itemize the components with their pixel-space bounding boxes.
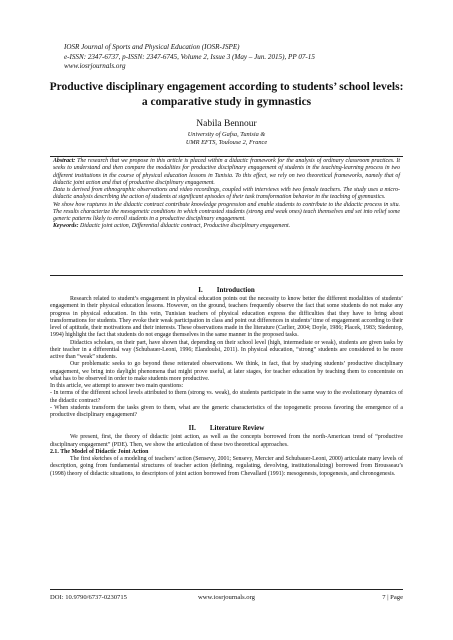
journal-name: IOSR Journal of Sports and Physical Education (IOSR-JSPE) [64, 43, 240, 51]
journal-site: www.iosrjournals.org [64, 62, 126, 71]
subsection-paragraph-1: The first sketches of a modeling of teachers’ action (Sensevy, 2001; Sensevy, Mercier and Schubauer-Leoni, 2000) articulate many levels of description, going from fundamental structures of teacher action (defining, regulating, devolving, institutionalizing) borrowed from Brousseau’s (1998) theory of didactic situations, to descriptors of joint action borrowed from Chevallard (1991): mesogenesis, topogenesis, and chronogenesis. [50, 456, 403, 477]
affiliation-line-2: UMR EFTS, Toulouse 2, France [185, 139, 268, 147]
keywords-text: Didactic joint action, Differential didactic contract, Productive disciplinary engagement. [78, 223, 291, 230]
section-number: II. [188, 424, 196, 433]
abstract-paragraph-2: Data is derived from ethnographic observations and video recordings, coupled with interviews with two female teachers. The study uses a micro-didactic analysis describing the action of students at significant episodes of their task transformation behavior in the teaching of gymnastics. [53, 187, 400, 201]
abstract-paragraph-3: We show how ruptures in the didactic contract contribute knowledge progression and enable students to contribute to the didactic process in situ. The results characterize the mesogenetic conditions in which contrasted students (strong and weak ones) teach themselves and set into relief some generic patterns likely to enroll students in a productive disciplinary engagement. [53, 201, 400, 222]
journal-header [64, 43, 394, 72]
abstract-paragraph-1: The research that we propose in this article is placed within a didactic framework for the analysis of ordinary classroom practices. It seeks to understand and then compare the modalities for productive disciplinary engagement of students in the teaching-learning process in two different institutions in the course of physical education lessons in Tunisia. To this effect, we rely on two theoretical frameworks, namely that of didactic joint action and that of productive disciplinary engagement. [53, 158, 400, 186]
section-title: Literature Review [209, 424, 265, 433]
section-heading-literature [50, 424, 403, 433]
author-affiliation [60, 131, 393, 148]
section-title: Introduction [216, 286, 255, 294]
intro-paragraph-2: Didactics scholars, on their part, have shown that, depending on their school level (high, intermediate or weak), students are given tasks by their teacher in a differential way (Schubauer-Leoni, 1996; Elandoulsi, 2011). In physical education, “strong” students are considered to be more active than “weak” students. [50, 339, 403, 360]
intro-paragraph-3: Our problematic seeks to go beyond these reiterated observations. We think, in fact, that by studying students’ productive disciplinary engagement, we bring into daylight phenomena that might prove useful, at later stages, for teacher education by teaching them to concentrate on what has to be observed in order to make students more productive. [50, 361, 403, 382]
abstract-label: Abstract: [53, 158, 76, 164]
section-heading-introduction [50, 286, 403, 295]
keywords-label: Keywords: [53, 223, 79, 230]
literature-paragraph-1: We present, first, the theory of didactic joint action, as well as the concepts borrowed from the north-American trend of “productive disciplinary engagement” (PDE). Then, we show the articulation of these two theoretical approaches. [50, 434, 403, 448]
intro-question-2: - When students transform the tasks given to them, what are the generic characteristics of the topogenetic process favoring the emergence of a productive disciplinary engagement? [50, 404, 403, 418]
paper-title: Productive disciplinary engagement according to students’ school levels: a comparative study in gymnastics [49, 81, 404, 108]
section-number: I. [198, 286, 203, 294]
page-footer [50, 589, 403, 601]
footer-page-number: 7 | Page [382, 594, 403, 601]
footer-doi: DOI: 10.9790/6737-0230715 [50, 594, 127, 601]
paper-body [50, 284, 403, 572]
subsection-heading: 2.1. The Model of Didactic Joint Action [50, 448, 149, 455]
footer-url[interactable]: www.iosrjournals.org [198, 594, 255, 601]
intro-question-1: - In terms of the different school levels attributed to them (strong vs. weak), do students participate in the same way to the evolutionary dynamics of the didactic contract? [50, 390, 403, 404]
affiliation-line-1: University of Gafsa, Tunisia & [187, 131, 266, 138]
intro-paragraph-1: Research related to student’s engagement in physical education points out the necessity to know better the different modalities of students’ engagement in their physical education lessons. However, on the ground, teachers frequently observe the fact that some students do not make any progress in physical education. In this vein, Tunisian teachers of physical education express the difficulties that they have to bring about transformations for students. They evoke their weak participation in class and point out differences in students’ time of engagement according to their level of aptitude, their motivations and their interests. These observations made in the literature (Carlier, 2004; Doyle, 1986; Placek, 1983; Siedentop, 1994) highlight the fact that students do not engage themselves in the same manner in the proposed tasks. [50, 296, 403, 339]
intro-paragraph-4: In this article, we attempt to answer two main questions: [50, 383, 184, 389]
author-name: Nabila Bennour [196, 119, 257, 129]
journal-issn: e-ISSN: 2347-6737, p-ISSN: 2347-6745, Volume 2, Issue 3 (May – Jun. 2015), PP 07-15 [64, 52, 315, 61]
abstract-box [50, 156, 403, 276]
